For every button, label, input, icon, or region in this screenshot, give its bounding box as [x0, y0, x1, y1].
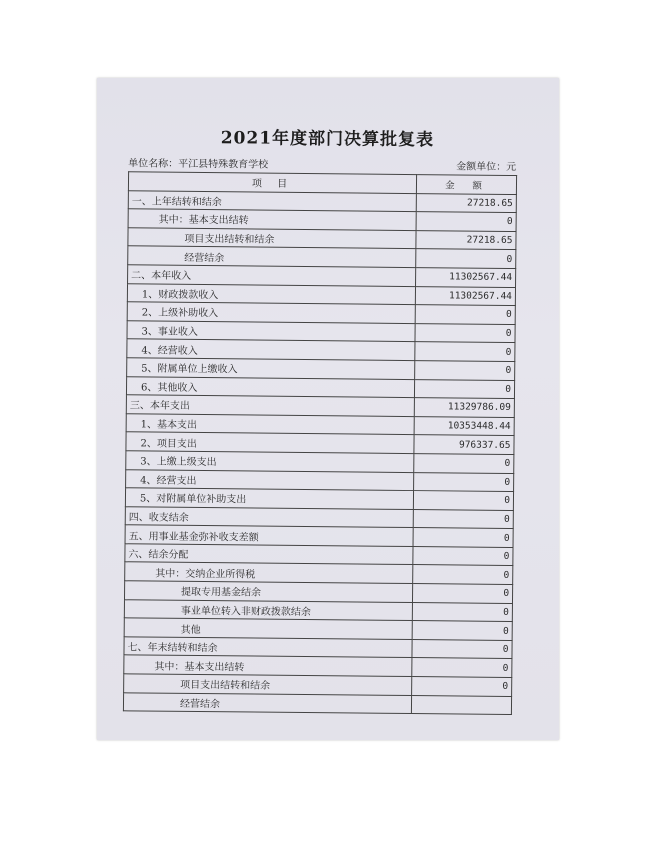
- document-paper: [97, 78, 559, 740]
- row-label: 1、财政拨款收入: [127, 283, 415, 304]
- row-amount: 11302567.44: [416, 268, 516, 288]
- row-amount: 976337.65: [414, 435, 514, 455]
- row-label: 一、上年结转和结余: [128, 190, 416, 211]
- row-amount: 0: [415, 361, 515, 381]
- row-label: 2、上级补助收入: [127, 302, 415, 323]
- row-amount: 0: [413, 491, 513, 511]
- table-row: [123, 692, 511, 714]
- row-label: 三、本年支出: [126, 395, 414, 416]
- row-amount: 0: [413, 546, 513, 566]
- column-header-amount: 金 额: [417, 175, 517, 195]
- row-amount: 0: [415, 342, 515, 362]
- row-label: 经营结余: [123, 692, 411, 713]
- row-amount: 0: [413, 509, 513, 529]
- row-label: 5、对附属单位补助支出: [125, 488, 413, 509]
- document-content: [97, 78, 559, 740]
- row-amount: 11302567.44: [415, 286, 515, 306]
- row-label: 经营结余: [128, 246, 416, 267]
- row-label: 其中：基本支出结转: [124, 655, 412, 676]
- row-label: 6、其他收入: [126, 376, 414, 397]
- row-label: 4、经营收入: [127, 339, 415, 360]
- row-label: 提取专用基金结余: [124, 581, 412, 602]
- row-amount: 0: [415, 323, 515, 343]
- row-label: 其中：基本支出结转: [128, 209, 416, 230]
- row-amount: 0: [413, 565, 513, 585]
- row-label: 2、项目支出: [126, 432, 414, 453]
- row-label: 事业单位转入非财政拨款结余: [124, 599, 412, 620]
- row-label: 3、事业收入: [127, 321, 415, 342]
- row-amount: 0: [412, 621, 512, 641]
- row-amount: 0: [415, 379, 515, 399]
- money-unit: 金额单位：元: [456, 161, 517, 174]
- page-title: 2021年度部门决算批复表: [220, 128, 435, 151]
- row-amount: 0: [413, 584, 513, 604]
- row-amount: 0: [415, 305, 515, 325]
- row-amount: 27218.65: [416, 230, 516, 250]
- row-label: 二、本年收入: [128, 265, 416, 286]
- row-label: 5、附属单位上缴收入: [127, 358, 415, 379]
- row-label: 3、上缴上级支出: [126, 451, 414, 472]
- row-amount: 0: [413, 528, 513, 548]
- row-amount: 0: [416, 212, 516, 232]
- row-amount: 0: [412, 658, 512, 678]
- row-amount: 10353448.44: [414, 416, 514, 436]
- row-amount: 0: [412, 677, 512, 697]
- row-label: 五、用事业基金弥补收支差额: [125, 525, 413, 546]
- row-label: 项目支出结转和结余: [124, 674, 412, 695]
- unit-name: 单位名称：平江县特殊教育学校: [128, 158, 269, 171]
- row-amount: 0: [412, 639, 512, 659]
- row-label: 其中：交纳企业所得税: [125, 562, 413, 583]
- row-amount: [412, 695, 512, 715]
- row-amount: 0: [414, 472, 514, 492]
- row-amount: 0: [412, 602, 512, 622]
- row-label: 七、年末结转和结余: [124, 637, 412, 658]
- row-label: 四、收支结余: [125, 506, 413, 527]
- budget-table: [123, 171, 517, 715]
- row-label: 1、基本支出: [126, 414, 414, 435]
- row-label: 其他: [124, 618, 412, 639]
- row-label: 4、经营支出: [126, 469, 414, 490]
- row-amount: 27218.65: [416, 193, 516, 213]
- row-amount: 11329786.09: [414, 398, 514, 418]
- row-amount: 0: [414, 453, 514, 473]
- column-header-item: 项 目: [128, 172, 416, 193]
- row-label: 项目支出结转和结余: [128, 228, 416, 249]
- row-label: 六、结余分配: [125, 544, 413, 565]
- row-amount: 0: [416, 249, 516, 269]
